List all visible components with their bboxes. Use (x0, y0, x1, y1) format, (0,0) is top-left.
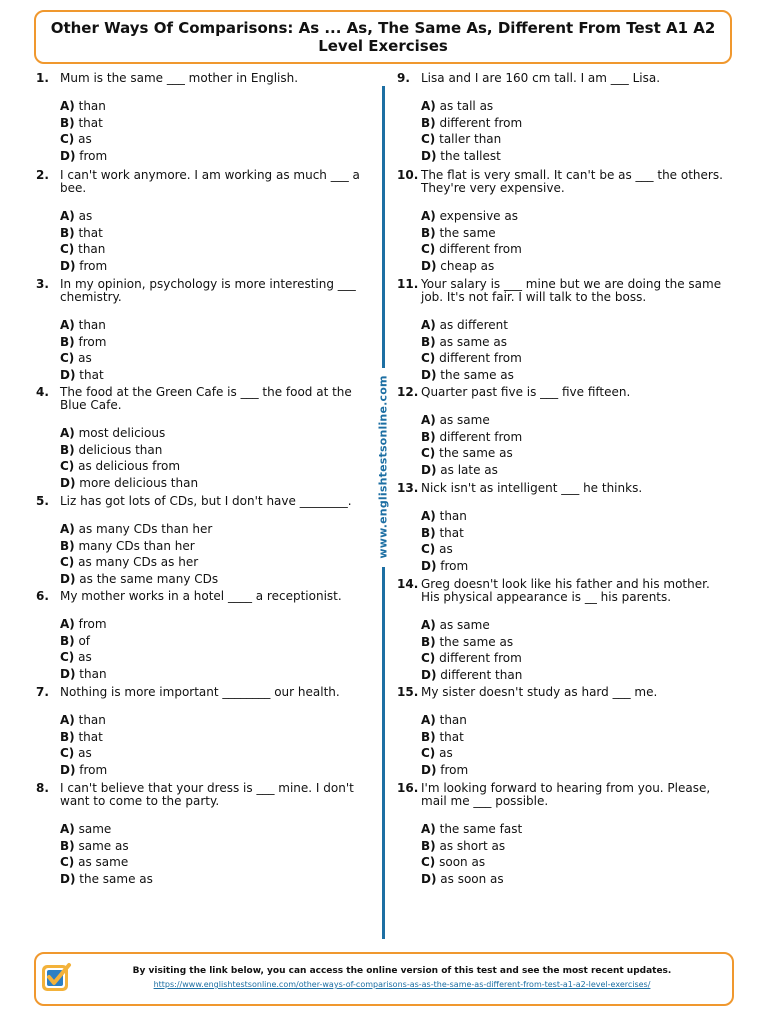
column-divider-bottom (382, 567, 385, 939)
question-text: Liz has got lots of CDs, but I don't have ________. (60, 494, 352, 508)
footer-text: By visiting the link below, you can access the online version of this test and see the most recent updates. (132, 966, 672, 976)
answer-option[interactable] (60, 131, 366, 148)
question-row (397, 278, 727, 304)
question-row (397, 578, 727, 604)
question-number: 5. (36, 494, 49, 508)
question-number: 1. (36, 71, 49, 85)
option-text: different from (439, 429, 523, 444)
answer-option[interactable] (60, 821, 366, 838)
option-text: that (78, 225, 103, 240)
option-text: as short as (439, 838, 506, 853)
option-letter: C) (421, 651, 436, 665)
answer-option[interactable] (421, 650, 727, 667)
question-number: 10. (397, 168, 419, 182)
question-text: My sister doesn't study as hard ___ me. (421, 685, 658, 699)
option-text: than (439, 509, 467, 523)
question-8 (36, 782, 366, 887)
option-text: that (78, 115, 103, 130)
option-text: different from (439, 351, 522, 365)
option-text: as (439, 542, 453, 556)
question-text: Mum is the same ___ mother in English. (60, 71, 299, 85)
answer-option[interactable] (60, 854, 366, 871)
option-text: taller than (439, 132, 502, 146)
answer-option[interactable] (421, 617, 727, 634)
answer-option[interactable] (60, 442, 366, 459)
option-text: than (439, 713, 467, 727)
option-letter: C) (421, 855, 436, 869)
answer-option[interactable] (60, 538, 366, 555)
question-number: 2. (36, 168, 49, 182)
option-text: same as (78, 838, 129, 853)
question-14 (397, 578, 727, 683)
option-text: that (78, 729, 103, 744)
option-text: the same as (439, 446, 513, 460)
answer-options (60, 712, 366, 778)
answer-options (60, 616, 366, 682)
footer-box (34, 952, 734, 1006)
answer-option[interactable] (421, 667, 727, 684)
answer-option[interactable] (421, 854, 727, 871)
option-letter: C) (421, 132, 436, 146)
question-row (36, 782, 366, 808)
question-number: 4. (36, 385, 49, 399)
option-letter: B) (60, 729, 75, 744)
answer-options (60, 98, 366, 164)
question-11 (397, 278, 727, 383)
option-letter: A) (60, 713, 75, 727)
option-letter: D) (421, 762, 437, 777)
question-number: 11. (397, 277, 419, 291)
option-letter: A) (421, 822, 436, 836)
option-text: the tallest (440, 148, 501, 163)
answer-option[interactable] (421, 508, 727, 525)
option-letter: C) (421, 351, 436, 365)
answer-option[interactable] (60, 616, 366, 633)
answer-option[interactable] (421, 838, 727, 855)
question-number: 6. (36, 589, 49, 603)
question-text: I can't believe that your dress is ___ mine. I don't want to come to the party. (60, 781, 354, 808)
option-letter: C) (60, 242, 75, 256)
option-letter: D) (60, 258, 76, 273)
option-letter: D) (60, 367, 76, 382)
option-text: from (440, 558, 469, 573)
option-letter: A) (421, 99, 436, 113)
question-text: Quarter past five is ___ five fifteen. (421, 385, 631, 399)
question-7 (36, 686, 366, 778)
answer-options (421, 508, 727, 574)
option-text: cheap as (440, 258, 495, 273)
option-letter: C) (60, 132, 75, 146)
option-text: most delicious (78, 426, 166, 440)
option-text: as same (78, 855, 129, 869)
option-letter: A) (60, 318, 75, 332)
option-letter: C) (60, 555, 75, 569)
option-text: same (78, 822, 112, 836)
option-text: as late as (440, 462, 498, 477)
question-row (397, 782, 727, 808)
option-letter: B) (60, 115, 75, 130)
option-letter: C) (60, 746, 75, 760)
option-letter: B) (421, 838, 436, 853)
answer-option[interactable] (60, 475, 366, 492)
answer-option[interactable] (60, 871, 366, 888)
answer-option[interactable] (60, 148, 366, 165)
option-text: from (79, 148, 108, 163)
answer-option[interactable] (421, 541, 727, 558)
option-letter: C) (421, 542, 436, 556)
option-letter: A) (60, 822, 75, 836)
option-letter: A) (60, 617, 75, 631)
question-12 (397, 386, 727, 478)
question-row (36, 686, 366, 699)
answer-option[interactable] (60, 241, 366, 258)
option-text: that (79, 367, 104, 382)
answer-option[interactable] (60, 115, 366, 132)
answer-option[interactable] (60, 571, 366, 588)
answer-option[interactable] (60, 425, 366, 442)
answer-options (421, 617, 727, 683)
option-text: from (440, 762, 469, 777)
question-row (36, 278, 366, 304)
question-text: Your salary is ___ mine but we are doing the same job. It's not fair. I will talk to the boss. (421, 277, 722, 304)
option-text: the same (439, 225, 496, 240)
question-3 (36, 278, 366, 383)
answer-options (421, 412, 727, 478)
answer-options (421, 317, 727, 383)
option-letter: C) (421, 746, 436, 760)
option-letter: A) (421, 209, 436, 223)
option-text: different from (439, 115, 523, 130)
question-number: 12. (397, 385, 419, 399)
option-text: that (439, 525, 464, 540)
answer-option[interactable] (60, 762, 366, 779)
answer-option[interactable] (60, 367, 366, 384)
option-text: as same (439, 618, 490, 632)
option-text: different from (439, 651, 522, 665)
answer-option[interactable] (421, 115, 727, 132)
question-row (397, 686, 727, 699)
option-letter: C) (60, 459, 75, 473)
question-text: The food at the Green Cafe is ___ the food at the Blue Cafe. (60, 385, 352, 412)
option-letter: D) (60, 475, 76, 490)
option-text: as many CDs than her (78, 522, 213, 536)
option-letter: B) (60, 334, 75, 349)
question-1 (36, 72, 366, 164)
option-letter: B) (421, 525, 436, 540)
question-10 (397, 169, 727, 274)
option-letter: A) (60, 209, 75, 223)
question-row (36, 495, 366, 508)
answer-option[interactable] (421, 241, 727, 258)
option-text: the same fast (439, 822, 523, 836)
option-letter: C) (60, 351, 75, 365)
answer-option[interactable] (421, 762, 727, 779)
option-text: soon as (439, 855, 486, 869)
option-letter: B) (60, 442, 75, 457)
option-letter: D) (60, 666, 76, 681)
answer-option[interactable] (60, 258, 366, 275)
question-text: My mother works in a hotel ____ a receptionist. (60, 589, 342, 603)
option-letter: D) (421, 367, 437, 382)
option-letter: B) (421, 115, 436, 130)
answer-option[interactable] (421, 634, 727, 651)
answer-options (60, 521, 366, 587)
option-letter: C) (421, 242, 436, 256)
question-row (36, 72, 366, 85)
checkbox-check-icon (40, 961, 72, 993)
footer-link[interactable]: https://www.englishtestsonline.com/other-ways-of-comparisons-as-as-the-same-as-different-from-test-a1-a2-level-exercises/ (153, 980, 651, 989)
answer-options (60, 425, 366, 491)
answer-option[interactable] (421, 334, 727, 351)
answer-option[interactable] (60, 729, 366, 746)
option-text: as (78, 351, 92, 365)
answer-option[interactable] (421, 98, 727, 115)
answer-options (421, 98, 727, 164)
option-letter: A) (60, 99, 75, 113)
title-box (34, 10, 732, 64)
answer-options (60, 208, 366, 274)
option-text: as soon as (440, 871, 504, 886)
option-letter: D) (60, 148, 76, 163)
option-text: more delicious than (79, 475, 199, 490)
option-text: many CDs than her (78, 538, 195, 553)
option-letter: C) (60, 855, 75, 869)
option-letter: D) (421, 462, 437, 477)
question-text: Lisa and I are 160 cm tall. I am ___ Lisa. (421, 71, 661, 85)
option-text: as tall as (439, 99, 494, 113)
question-13 (397, 482, 727, 574)
question-row (36, 386, 366, 412)
answer-option[interactable] (421, 225, 727, 242)
option-text: than (79, 666, 107, 681)
side-watermark-url: www.englishtestsonline.com (376, 375, 390, 559)
question-9 (397, 72, 727, 164)
answer-option[interactable] (60, 838, 366, 855)
question-row (36, 169, 366, 195)
question-16 (397, 782, 727, 887)
answer-option[interactable] (60, 225, 366, 242)
option-text: of (78, 633, 91, 648)
option-text: expensive as (439, 209, 518, 223)
question-number: 9. (397, 71, 410, 85)
option-letter: A) (60, 522, 75, 536)
option-letter: A) (421, 618, 436, 632)
option-text: the same as (439, 634, 514, 649)
answer-option[interactable] (60, 208, 366, 225)
answer-options (421, 821, 727, 887)
option-letter: D) (421, 558, 437, 573)
answer-option[interactable] (421, 208, 727, 225)
answer-option[interactable] (60, 350, 366, 367)
answer-options (60, 821, 366, 887)
answer-option[interactable] (60, 633, 366, 650)
question-row (397, 482, 727, 495)
option-text: as delicious from (78, 459, 181, 473)
option-text: from (79, 762, 108, 777)
option-text: as (78, 209, 93, 223)
page-title: Other Ways Of Comparisons: As ... As, The Same As, Different From Test A1 A2 Level Exercises (50, 19, 716, 55)
option-text: as same as (439, 334, 507, 349)
question-4 (36, 386, 366, 491)
option-letter: B) (60, 225, 75, 240)
option-text: different than (440, 667, 523, 682)
question-number: 3. (36, 277, 49, 291)
answer-option[interactable] (421, 871, 727, 888)
option-letter: B) (60, 633, 75, 648)
answer-option[interactable] (60, 649, 366, 666)
option-text: as many CDs as her (78, 555, 199, 569)
option-text: from (79, 258, 108, 273)
answer-option[interactable] (60, 458, 366, 475)
answer-option[interactable] (421, 445, 727, 462)
question-number: 15. (397, 685, 419, 699)
option-letter: D) (421, 667, 437, 682)
question-number: 14. (397, 577, 419, 591)
answer-option[interactable] (60, 712, 366, 729)
answer-option[interactable] (60, 98, 366, 115)
option-letter: B) (421, 634, 436, 649)
answer-option[interactable] (421, 148, 727, 165)
answer-option[interactable] (421, 131, 727, 148)
answer-options (421, 712, 727, 778)
option-text: as (439, 746, 453, 760)
option-text: the same as (79, 871, 153, 886)
option-letter: B) (60, 838, 75, 853)
option-text: as different (439, 318, 508, 332)
question-text: I can't work anymore. I am working as much ___ a bee. (60, 168, 360, 195)
option-letter: A) (421, 713, 436, 727)
answer-option[interactable] (60, 554, 366, 571)
option-text: the same as (440, 367, 514, 382)
option-letter: B) (421, 429, 436, 444)
question-2 (36, 169, 366, 274)
option-letter: B) (421, 225, 436, 240)
answer-options (421, 208, 727, 274)
question-text: In my opinion, psychology is more interesting ___ chemistry. (60, 277, 356, 304)
option-text: as (78, 132, 92, 146)
option-text: than (78, 318, 106, 332)
answer-option[interactable] (60, 334, 366, 351)
answer-option[interactable] (421, 525, 727, 542)
answer-option[interactable] (60, 745, 366, 762)
answer-option[interactable] (421, 317, 727, 334)
answer-option[interactable] (60, 666, 366, 683)
question-row (36, 590, 366, 603)
question-row (397, 72, 727, 85)
option-letter: D) (421, 148, 437, 163)
answer-options (60, 317, 366, 383)
option-letter: D) (60, 571, 76, 586)
answer-option[interactable] (421, 712, 727, 729)
option-text: as (78, 650, 92, 664)
option-text: than (78, 99, 106, 113)
option-text: than (78, 713, 106, 727)
question-row (397, 169, 727, 195)
question-number: 13. (397, 481, 419, 495)
option-text: from (78, 617, 107, 631)
option-text: than (78, 242, 106, 256)
option-letter: A) (60, 426, 75, 440)
question-text: I'm looking forward to hearing from you. Please, mail me ___ possible. (421, 781, 711, 808)
option-text: different from (439, 242, 522, 256)
column-divider-top (382, 86, 385, 368)
answer-option[interactable] (60, 317, 366, 334)
option-letter: B) (421, 334, 436, 349)
option-letter: C) (421, 446, 436, 460)
option-letter: D) (421, 871, 437, 886)
option-text: as (78, 746, 92, 760)
question-15 (397, 686, 727, 778)
option-letter: A) (421, 318, 436, 332)
answer-option[interactable] (421, 821, 727, 838)
question-text: The flat is very small. It can't be as ___ the others. They're very expensive. (421, 168, 723, 195)
answer-option[interactable] (421, 258, 727, 275)
answer-option[interactable] (421, 729, 727, 746)
option-letter: D) (60, 871, 76, 886)
question-text: Greg doesn't look like his father and his mother. His physical appearance is __ his parents. (421, 577, 710, 604)
answer-option[interactable] (421, 558, 727, 575)
option-letter: D) (60, 762, 76, 777)
option-text: from (78, 334, 107, 349)
question-number: 8. (36, 781, 49, 795)
question-text: Nick isn't as intelligent ___ he thinks. (421, 481, 643, 495)
question-number: 16. (397, 781, 419, 795)
option-letter: C) (60, 650, 75, 664)
question-number: 7. (36, 685, 49, 699)
question-text: Nothing is more important ________ our health. (60, 685, 340, 699)
answer-option[interactable] (421, 462, 727, 479)
answer-option[interactable] (421, 350, 727, 367)
option-text: delicious than (78, 442, 163, 457)
answer-option[interactable] (60, 521, 366, 538)
option-letter: B) (60, 538, 75, 553)
option-text: that (439, 729, 464, 744)
option-letter: A) (421, 413, 436, 427)
question-row (397, 386, 727, 399)
option-text: as the same many CDs (79, 571, 219, 586)
question-6 (36, 590, 366, 682)
answer-option[interactable] (421, 412, 727, 429)
answer-option[interactable] (421, 367, 727, 384)
answer-option[interactable] (421, 745, 727, 762)
option-text: as same (439, 413, 490, 427)
answer-option[interactable] (421, 429, 727, 446)
question-5 (36, 495, 366, 587)
option-letter: D) (421, 258, 437, 273)
option-letter: B) (421, 729, 436, 744)
option-letter: A) (421, 509, 436, 523)
